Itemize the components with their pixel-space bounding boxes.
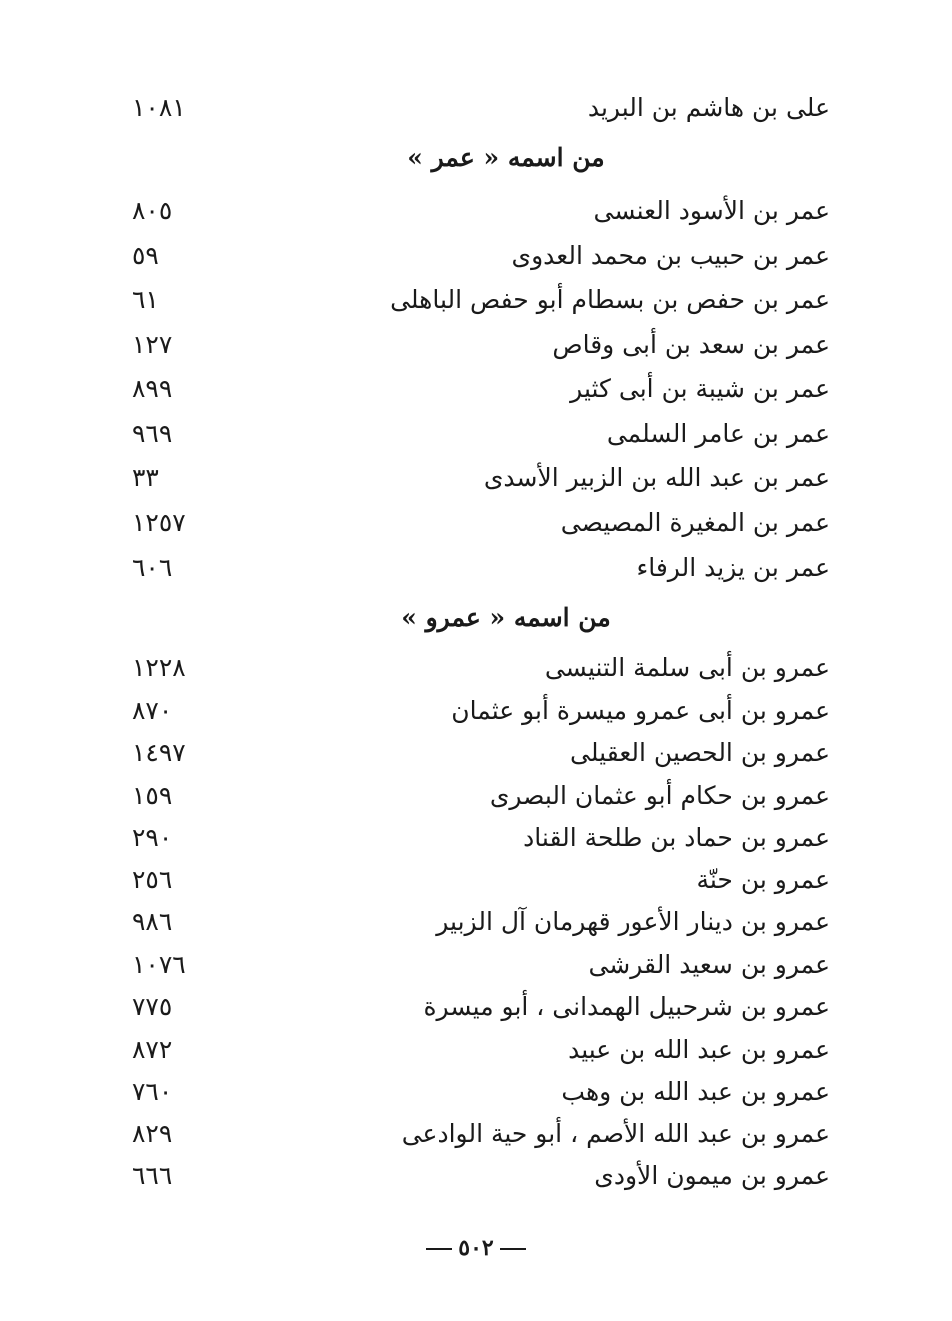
- index-entry: [0, 1154, 952, 1198]
- entry-name: عمرو بن الحصين العقيلى: [570, 738, 830, 767]
- entry-number: ٣٣: [132, 463, 159, 492]
- entry-number: ٥٩: [132, 241, 159, 270]
- entry-number: ٩٨٦: [132, 907, 173, 936]
- entry-number: ٧٦٠: [132, 1077, 173, 1106]
- entry-name: عمر بن سعد بن أبى وقاص: [552, 330, 830, 359]
- entry-number: ١٠٧٦: [132, 950, 186, 979]
- index-entry: [0, 86, 952, 130]
- entry-number: ٩٦٩: [132, 419, 173, 448]
- index-entry: [0, 234, 952, 278]
- entry-name: عمرو بن حكام أبو عثمان البصرى: [489, 781, 830, 810]
- entry-name: عمرو بن حنّة: [696, 865, 830, 894]
- entry-name: عمرو بن ميمون الأودى: [594, 1161, 830, 1190]
- entry-name: عمر بن حفص بن بسطام أبو حفص الباهلى: [390, 285, 830, 314]
- index-entry: [0, 731, 952, 775]
- section-heading-omar: من اسمه « عمر »: [407, 143, 605, 172]
- entry-name: عمرو بن حماد بن طلحة القناد: [523, 823, 830, 852]
- entry-number: ٦٠٦: [132, 553, 173, 582]
- index-entry: [0, 456, 952, 500]
- index-entry: [0, 646, 952, 690]
- index-entry: [0, 943, 952, 987]
- folio-dash-left: [426, 1248, 452, 1250]
- index-entry: [0, 774, 952, 818]
- entry-number: ٧٧٥: [132, 992, 173, 1021]
- entry-number: ٢٥٦: [132, 865, 173, 894]
- index-entry: [0, 278, 952, 322]
- index-entry: [0, 1028, 952, 1072]
- entry-number: ١٢٢٨: [132, 653, 186, 682]
- entry-number: ٦١: [132, 285, 159, 314]
- entry-name: عمر بن الأسود العنسى: [593, 196, 830, 225]
- entry-number: ٨٧٠: [132, 696, 173, 725]
- entry-name: عمرو بن أبى عمرو ميسرة أبو عثمان: [451, 696, 830, 725]
- index-entry: [0, 367, 952, 411]
- entry-name: عمرو بن سعيد القرشى: [588, 950, 830, 979]
- index-entry: [0, 900, 952, 944]
- entry-name: عمرو بن عبد الله بن عبيد: [568, 1035, 830, 1064]
- entry-name: عمرو بن أبى سلمة التنيسى: [544, 653, 830, 682]
- index-entry: [0, 1070, 952, 1114]
- entry-number: ١٢٧: [132, 330, 173, 359]
- entry-name: عمر بن شيبة بن أبى كثير: [570, 374, 830, 403]
- entry-number: ٨٩٩: [132, 374, 173, 403]
- entry-number: ١٠٨١: [132, 93, 186, 122]
- entry-name: عمرو بن عبد الله بن وهب: [561, 1077, 830, 1106]
- entry-name: عمرو بن عبد الله الأصم ، أبو حية الوادعى: [401, 1119, 830, 1148]
- index-entry: [0, 501, 952, 545]
- entry-name: عمر بن المغيرة المصيصى: [560, 508, 830, 537]
- entry-number: ٨٢٩: [132, 1119, 173, 1148]
- entry-number: ٨٠٥: [132, 196, 173, 225]
- entry-number: ٦٦٦: [132, 1161, 173, 1190]
- page-number: [0, 1228, 952, 1268]
- index-entry: [0, 546, 952, 590]
- entry-number: ١٢٥٧: [132, 508, 186, 537]
- entry-name: عمرو بن دينار الأعور قهرمان آل الزبير: [436, 907, 830, 936]
- index-entry: [0, 816, 952, 860]
- entry-number: ٢٩٠: [132, 823, 173, 852]
- entry-name: عمرو بن شرحبيل الهمدانى ، أبو ميسرة: [423, 992, 830, 1021]
- index-entry: [0, 412, 952, 456]
- folio-dash-right: [500, 1248, 526, 1250]
- index-entry: [0, 985, 952, 1029]
- index-entry: [0, 323, 952, 367]
- entry-name: عمر بن عامر السلمى: [606, 419, 830, 448]
- index-entry: [0, 189, 952, 233]
- entry-number: ٨٧٢: [132, 1035, 173, 1064]
- index-entry: [0, 858, 952, 902]
- entry-name: عمر بن حبيب بن محمد العدوى: [511, 241, 830, 270]
- index-entry: [0, 1112, 952, 1156]
- index-entry: [0, 689, 952, 733]
- entry-number: ١٤٩٧: [132, 738, 186, 767]
- entry-name: على بن هاشم بن البريد: [587, 93, 830, 122]
- page-number-text: ٥٠٢: [458, 1235, 494, 1261]
- entry-name: عمر بن عبد الله بن الزبير الأسدى: [483, 463, 830, 492]
- entry-number: ١٥٩: [132, 781, 173, 810]
- section-heading-amr: من اسمه « عمرو »: [401, 603, 611, 632]
- entry-name: عمر بن يزيد الرفاء: [636, 553, 830, 582]
